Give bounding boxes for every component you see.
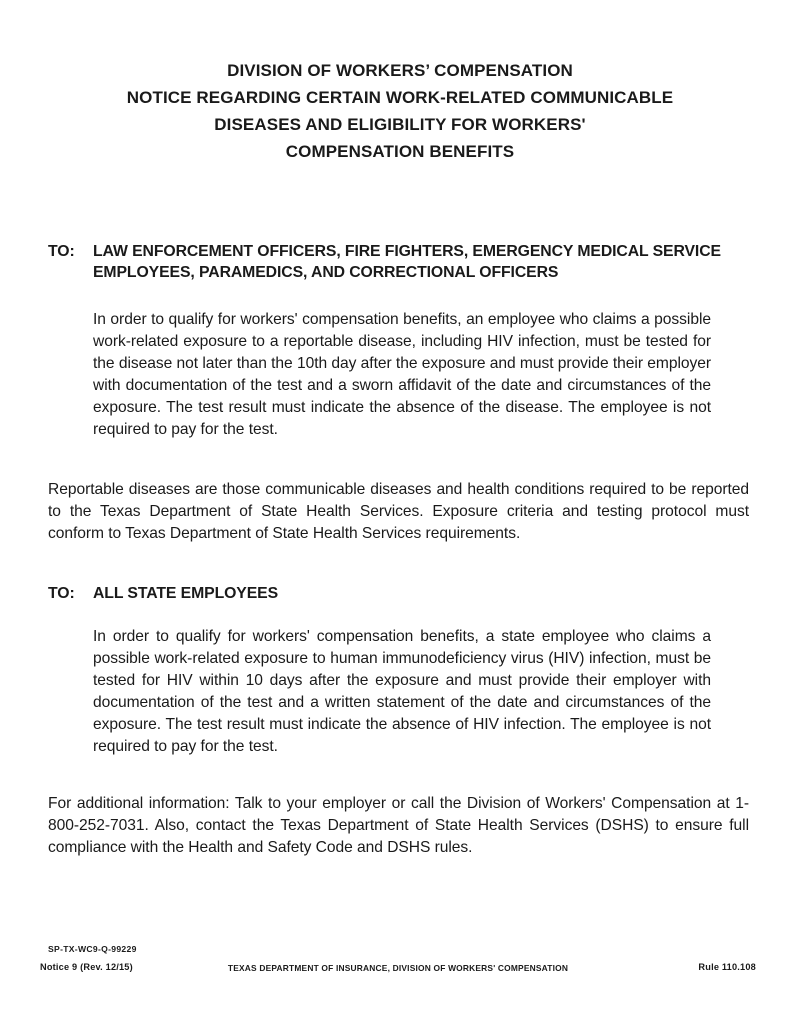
- footer-notice-number: Notice 9 (Rev. 12/15): [40, 962, 133, 972]
- to-heading-text: LAW ENFORCEMENT OFFICERS, FIRE FIGHTERS, EMERGENCY MEDICAL SERVICE EMPLOYEES, PARAMEDICS, AND CORRECTIONAL OFFICERS: [93, 243, 721, 281]
- footer-rule-number: Rule 110.108: [698, 962, 756, 972]
- to-heading-label: TO:: [48, 243, 75, 260]
- paragraph-reportable-diseases: Reportable diseases are those communicable diseases and health conditions required to be reported to the Texas Department of State Health Services. Exposure criteria and testing protocol must conform to Texas Department of State Health Services requirements.: [48, 481, 749, 542]
- footer-form-code: SP-TX-WC9-Q-99229: [48, 944, 137, 954]
- footer-row: [40, 962, 756, 976]
- to-heading-state-employees: [48, 584, 724, 605]
- paragraph-state-employees-qualification: In order to qualify for workers' compensation benefits, a state employee who claims a possible work-related exposure to human immunodeficiency virus (HIV) infection, must be tested for HIV within 10 days after the exposure and must provide their employer with documentation of the test and a written statement of the date and circumstances of the exposure. The test result must indicate the absence of HIV infection. The employee is not required to pay for the test.: [93, 628, 711, 755]
- paragraph-first-responders-qualification: In order to qualify for workers' compensation benefits, an employee who claims a possible work-related exposure to a reportable disease, including HIV infection, must be tested for the disease not later than the 10th day after the exposure and must provide their employer with documentation of the test and a sworn affidavit of the date and circumstances of the exposure. The test result must indicate the absence of the disease. The employee is not required to pay for the test.: [93, 311, 711, 438]
- paragraph-additional-info: For additional information: Talk to your employer or call the Division of Workers' Compensation at 1-800-252-7031. Also, contact the Texas Department of State Health Services (DSHS) to ensure full compliance with the Health and Safety Code and DSHS rules.: [48, 795, 749, 856]
- to-heading-label: TO:: [48, 585, 75, 602]
- to-heading-first-responders: [48, 242, 724, 283]
- to-heading-text: ALL STATE EMPLOYEES: [93, 585, 279, 602]
- footer-agency-name: TEXAS DEPARTMENT OF INSURANCE, DIVISION OF WORKERS' COMPENSATION: [227, 963, 569, 973]
- document-title: DIVISION OF WORKERS’ COMPENSATION NOTICE REGARDING CERTAIN WORK-RELATED COMMUNICABLE DISEASES AND ELIGIBILITY FOR WORKERS' COMPENSATION BENEFITS: [126, 61, 674, 161]
